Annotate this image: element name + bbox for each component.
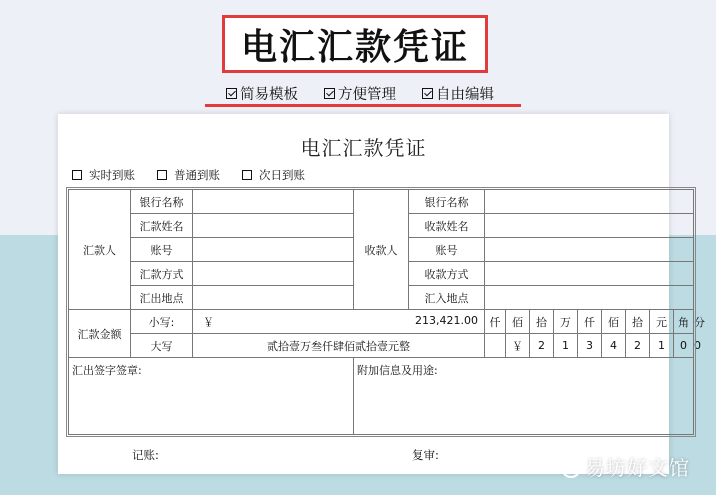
payee-method-label: 收款方式	[409, 262, 485, 286]
amount-big-value[interactable]: 贰拾壹万叁仟肆佰贰拾壹元整	[193, 334, 485, 358]
payee-location-field[interactable]	[485, 286, 694, 310]
transfer-options	[72, 167, 305, 183]
unit-label: 拾	[530, 310, 554, 334]
unit-label: 元	[650, 310, 674, 334]
table-row	[69, 190, 694, 214]
remitter-bank-label: 银行名称	[131, 190, 193, 214]
payee-section-label: 收款人	[354, 190, 409, 310]
amount-big-label: 大写	[131, 334, 193, 358]
payee-bank-label: 银行名称	[409, 190, 485, 214]
checkbox-checked-icon	[422, 88, 433, 99]
additional-info-label: 附加信息及用途:	[357, 364, 438, 377]
unit-label: 万	[554, 310, 578, 334]
digit-cell[interactable]: ￥	[506, 334, 530, 358]
amount-small-value: 213,421.00	[415, 313, 478, 327]
option-normal[interactable]	[157, 167, 220, 183]
digit-cell[interactable]: 4	[602, 334, 626, 358]
feature-label: 方便管理	[338, 86, 396, 103]
payee-bank-field[interactable]	[485, 190, 694, 214]
watermark-logo-icon	[561, 458, 581, 478]
remitter-method-field[interactable]	[193, 262, 354, 286]
watermark	[561, 452, 690, 481]
payee-account-field[interactable]	[485, 238, 694, 262]
remitter-account-field[interactable]	[193, 238, 354, 262]
unit-label: 佰	[602, 310, 626, 334]
signature-label: 汇出签字签章:	[72, 364, 142, 377]
hero-title: 电汇汇款凭证	[222, 15, 488, 73]
payee-name-label: 收款姓名	[409, 214, 485, 238]
remitter-section-label: 汇款人	[69, 190, 131, 310]
checkbox-checked-icon	[226, 88, 237, 99]
remitter-account-label: 账号	[131, 238, 193, 262]
digit-cell[interactable]: 1	[650, 334, 674, 358]
digit-cell[interactable]: 0	[674, 334, 694, 358]
digit-cell[interactable]: 1	[554, 334, 578, 358]
payee-location-label: 汇入地点	[409, 286, 485, 310]
unit-label: 仟	[485, 310, 506, 334]
additional-info-area[interactable]	[354, 358, 694, 435]
digit-cell[interactable]: 3	[578, 334, 602, 358]
checkbox-icon[interactable]	[157, 170, 167, 180]
option-label: 实时到账	[89, 168, 135, 182]
bookkeeper-label: 记账:	[132, 448, 159, 462]
amount-small-field[interactable]	[193, 310, 485, 334]
amount-section-label: 汇款金额	[69, 310, 131, 358]
amount-small-label: 小写:	[131, 310, 193, 334]
unit-label: 仟	[578, 310, 602, 334]
option-realtime[interactable]	[72, 167, 135, 183]
feature-item	[324, 83, 396, 104]
remitter-bank-field[interactable]	[193, 190, 354, 214]
remitter-location-field[interactable]	[193, 286, 354, 310]
table-row	[69, 358, 694, 435]
unit-label: 角	[674, 310, 694, 334]
option-label: 普通到账	[174, 168, 220, 182]
remitter-method-label: 汇款方式	[131, 262, 193, 286]
table-row: 大写 贰拾壹万叁仟肆佰贰拾壹元整 ￥ 2 1 3 4 2 1 0 0	[69, 334, 694, 358]
document-paper	[58, 114, 706, 474]
feature-label: 自由编辑	[436, 86, 494, 103]
signature-area[interactable]	[69, 358, 354, 435]
feature-item	[422, 83, 494, 104]
option-label: 次日到账	[259, 168, 305, 182]
watermark-text: 易坊好文馆	[585, 456, 690, 480]
reviewer-label: 复审:	[412, 448, 439, 462]
digit-cell[interactable]: 2	[626, 334, 650, 358]
checkbox-icon[interactable]	[72, 170, 82, 180]
option-nextday[interactable]	[242, 167, 305, 183]
remittance-form-table	[68, 189, 706, 435]
feature-item	[226, 83, 298, 104]
digit-cell[interactable]: 2	[530, 334, 554, 358]
digit-cell[interactable]	[485, 334, 506, 358]
payee-account-label: 账号	[409, 238, 485, 262]
remitter-location-label: 汇出地点	[131, 286, 193, 310]
feature-underline	[205, 104, 521, 107]
table-row: 汇款金额 小写: ￥ 213,421.00 仟 佰 拾 万 仟 佰 拾 元 角 分	[69, 310, 694, 334]
remitter-name-field[interactable]	[193, 214, 354, 238]
checkbox-icon[interactable]	[242, 170, 252, 180]
checkbox-checked-icon	[324, 88, 335, 99]
remitter-name-label: 汇款姓名	[131, 214, 193, 238]
feature-label: 简易模板	[240, 86, 298, 103]
unit-label: 佰	[506, 310, 530, 334]
payee-name-field[interactable]	[485, 214, 694, 238]
currency-symbol: ￥	[203, 315, 214, 329]
feature-list	[226, 82, 494, 104]
payee-method-field[interactable]	[485, 262, 694, 286]
document-title: 电汇汇款凭证	[300, 136, 427, 160]
unit-label: 拾	[626, 310, 650, 334]
